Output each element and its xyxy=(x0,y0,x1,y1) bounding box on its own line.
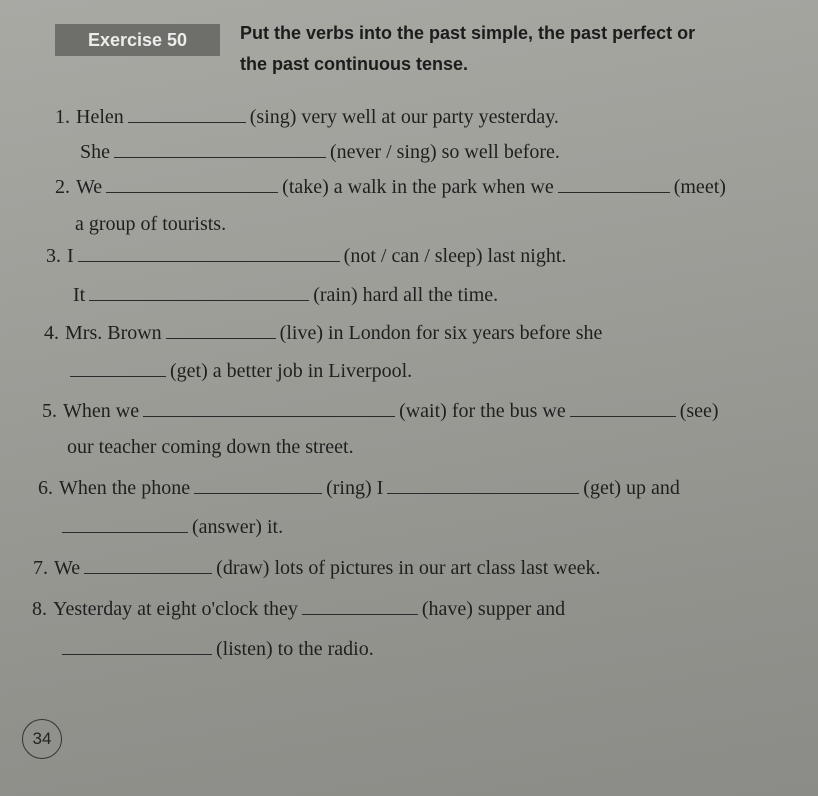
item-7-line-1 xyxy=(33,555,600,580)
item-2-line-2 xyxy=(75,212,226,236)
item-text: (meet) xyxy=(673,176,726,198)
item-text: She xyxy=(80,141,110,163)
item-text: I xyxy=(67,245,74,267)
item-text: It xyxy=(73,284,86,306)
item-1-line-1 xyxy=(55,104,559,129)
item-text: Yesterday at eight o'clock they xyxy=(53,598,298,620)
item-text: (draw) lots of pictures in our art class last week. xyxy=(216,557,601,579)
answer-blank[interactable] xyxy=(302,596,418,615)
item-5-line-2 xyxy=(67,435,354,459)
item-text: (listen) to the radio. xyxy=(216,638,374,660)
answer-blank[interactable] xyxy=(62,514,188,533)
exercise-instruction: Put the verbs into the past simple, the past perfect or the past continuous tense. xyxy=(240,23,696,74)
answer-blank[interactable] xyxy=(78,243,340,262)
item-text: (live) in London for six years before she xyxy=(279,322,603,344)
item-text: (not / can / sleep) last night. xyxy=(343,245,567,267)
answer-blank[interactable] xyxy=(166,320,276,339)
item-3-line-2 xyxy=(73,282,498,307)
item-6-line-2 xyxy=(62,514,283,539)
item-text: (never / sing) so well before. xyxy=(330,141,560,163)
item-number: 4. xyxy=(44,322,59,344)
item-text: We xyxy=(54,557,81,579)
answer-blank[interactable] xyxy=(143,398,395,417)
item-3-line-1 xyxy=(46,243,566,268)
item-number: 7. xyxy=(33,557,48,579)
exercise-badge: Exercise 50 xyxy=(55,24,220,56)
item-8-line-1 xyxy=(32,596,565,621)
item-text: (get) up and xyxy=(583,477,680,499)
item-number: 3. xyxy=(46,245,61,267)
item-text: a group of tourists. xyxy=(75,213,227,235)
item-text: Mrs. Brown xyxy=(65,322,162,344)
item-text: (wait) for the bus we xyxy=(399,400,566,422)
answer-blank[interactable] xyxy=(62,636,212,655)
item-4-line-1 xyxy=(44,320,602,345)
item-2-line-1 xyxy=(55,174,726,199)
item-text: our teacher coming down the street. xyxy=(67,436,354,458)
item-text: (take) a walk in the park when we xyxy=(282,176,554,198)
answer-blank[interactable] xyxy=(89,282,309,301)
item-8-line-2 xyxy=(62,636,374,661)
item-1-line-2 xyxy=(80,139,560,164)
answer-blank[interactable] xyxy=(84,555,212,574)
item-number: 2. xyxy=(55,176,70,198)
item-6-line-1 xyxy=(38,475,680,500)
answer-blank[interactable] xyxy=(70,358,166,377)
page-number: 34 xyxy=(22,719,62,759)
item-4-line-2 xyxy=(70,358,412,383)
item-text: Helen xyxy=(76,106,124,128)
item-number: 6. xyxy=(38,477,53,499)
item-text: When the phone xyxy=(59,477,191,499)
item-text: (rain) hard all the time. xyxy=(313,284,499,306)
item-number: 1. xyxy=(55,106,70,128)
item-text: (have) supper and xyxy=(421,598,566,620)
item-text: We xyxy=(76,176,103,198)
answer-blank[interactable] xyxy=(114,139,326,158)
answer-blank[interactable] xyxy=(570,398,676,417)
answer-blank[interactable] xyxy=(106,174,278,193)
item-text: (ring) I xyxy=(326,477,384,499)
item-5-line-1 xyxy=(42,398,719,423)
answer-blank[interactable] xyxy=(194,475,322,494)
item-text: (get) a better job in Liverpool. xyxy=(170,360,413,382)
answer-blank[interactable] xyxy=(128,104,246,123)
item-text: (answer) it. xyxy=(192,516,284,538)
answer-blank[interactable] xyxy=(558,174,670,193)
answer-blank[interactable] xyxy=(387,475,579,494)
item-number: 5. xyxy=(42,400,57,422)
item-text: (see) xyxy=(679,400,719,422)
item-text: (sing) very well at our party yesterday. xyxy=(249,106,559,128)
item-number: 8. xyxy=(32,598,47,620)
item-text: When we xyxy=(63,400,140,422)
